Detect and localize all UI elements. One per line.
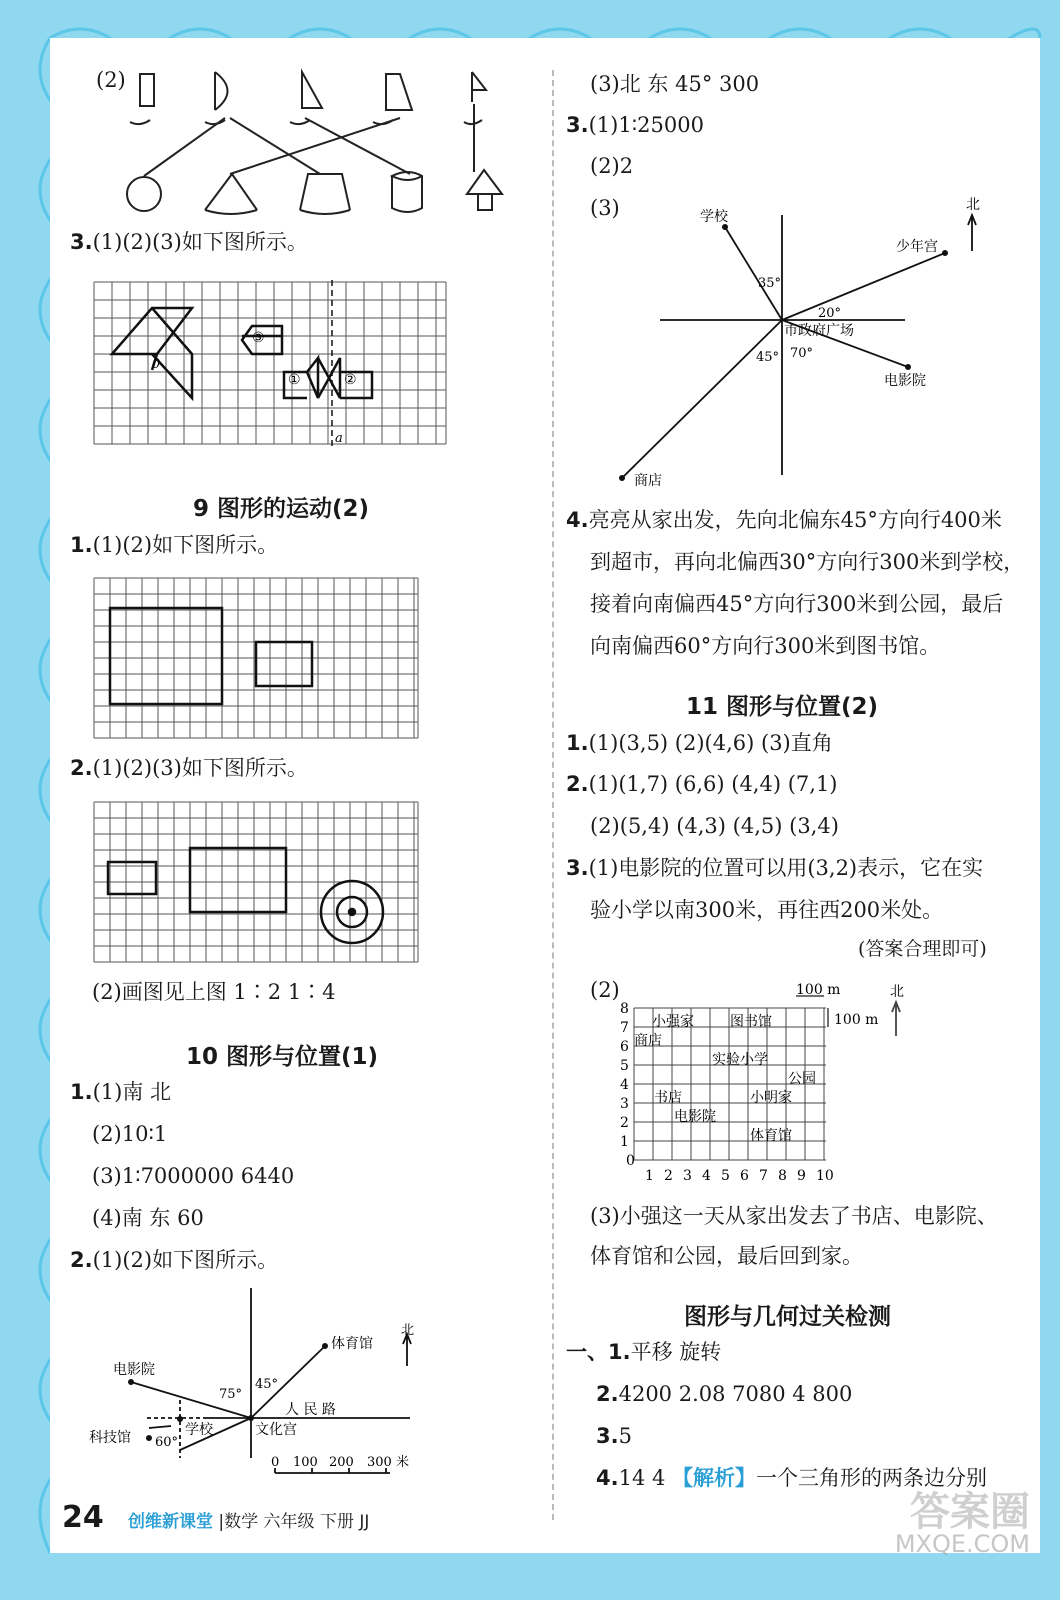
map1-scale0: 0 xyxy=(271,1455,280,1470)
map-figure-2 xyxy=(600,195,1000,495)
s10-q2-text: (1)(2)如下图所示。 xyxy=(92,1248,279,1272)
sec9-title: 9 图形的运动(2) xyxy=(193,496,370,522)
s10-q1-2: (2)10∶1 xyxy=(92,1122,168,1146)
c4-text: 14 4 xyxy=(618,1466,666,1490)
r-q4-line1: 亮亮从家出发，先向北偏东45°方向行400米 xyxy=(588,508,1002,532)
r-q3-3: (3) xyxy=(590,196,620,220)
c4-tag: 【解析】 xyxy=(672,1466,757,1490)
map1-scale300: 300 米 xyxy=(367,1455,409,1470)
map2-a70: 70° xyxy=(790,346,814,361)
c1-num: 一、1. xyxy=(566,1340,631,1364)
map3-shop: 商店 xyxy=(634,1033,662,1049)
map1-school: 学校 xyxy=(185,1422,213,1438)
footer-subject: |数学 六年级 下册 JJ xyxy=(218,1512,370,1532)
l-q3-text: (1)(2)(3)如下图所示。 xyxy=(92,230,308,254)
r-q4-line4: 向南偏西60°方向行300米到图书馆。 xyxy=(590,634,941,658)
map2-shop: 商店 xyxy=(634,473,662,489)
map2-north: 北 xyxy=(966,197,980,213)
s9-q2b: (2)画图见上图 1∶2 1∶4 xyxy=(92,980,336,1004)
solid-matching-figure xyxy=(110,62,510,220)
map3-scale-v: 100 m xyxy=(834,1012,879,1028)
watermark-url: MXQE.COM xyxy=(894,1530,1030,1558)
s11-q3-3a: (3)小强这一天从家出发去了书店、电影院、 xyxy=(590,1204,998,1228)
c4-num: 4. xyxy=(596,1466,619,1490)
map3-y2: 2 xyxy=(620,1115,629,1131)
s9-q1-num: 1. xyxy=(70,533,93,557)
map1-scale100: 100 xyxy=(293,1455,318,1470)
map2-a20: 20° xyxy=(818,306,842,321)
map3-y1: 1 xyxy=(620,1134,629,1150)
map-figure-1 xyxy=(85,1288,425,1493)
map3-x7: 7 xyxy=(759,1168,768,1184)
r-q4-line3: 接着向南偏西45°方向行300米到公园，最后 xyxy=(590,592,1004,616)
r-q4-num: 4. xyxy=(566,508,589,532)
r-q3-1: (1)1∶25000 xyxy=(588,113,704,137)
map1-cinema: 电影院 xyxy=(113,1362,155,1378)
map3-cinema: 电影院 xyxy=(674,1109,716,1125)
s11-q3-2b: (2) xyxy=(590,978,620,1002)
map2-school: 学校 xyxy=(700,209,728,225)
map3-y6: 6 xyxy=(620,1039,629,1055)
sec-check-title: 图形与几何过关检测 xyxy=(684,1304,891,1330)
grid1-label-1: ① xyxy=(288,372,301,388)
c4-rest: 一个三角形的两条边分别 xyxy=(756,1466,988,1490)
grid1-label-3: ③ xyxy=(252,330,265,346)
s9-q1-text: (1)(2)如下图所示。 xyxy=(92,533,279,557)
c1-text: 平移 旋转 xyxy=(630,1340,722,1364)
map3-y4: 4 xyxy=(620,1077,629,1093)
map1-a75: 75° xyxy=(219,1387,243,1402)
s10-q1-num: 1. xyxy=(70,1080,93,1104)
map2-square: 市政府广场 xyxy=(784,323,854,339)
s11-q2-1: (1)(1,7) (6,6) (4,4) (7,1) xyxy=(588,772,838,796)
r-top: (3)北 东 45° 300 xyxy=(590,72,760,96)
map3-y7: 7 xyxy=(620,1020,629,1036)
map3-x10: 10 xyxy=(816,1168,834,1184)
r-q3-2: (2)2 xyxy=(590,154,634,178)
map1-a60: 60° xyxy=(155,1435,179,1450)
map3-xiaoming-home: 小明家 xyxy=(750,1090,792,1106)
column-divider xyxy=(552,70,554,1520)
page-number: 24 xyxy=(62,1500,104,1535)
sec10-title: 10 图形与位置(1) xyxy=(186,1044,379,1070)
grid-figure-1 xyxy=(92,280,452,450)
map3-x8: 8 xyxy=(778,1168,787,1184)
l-q3-num: 3. xyxy=(70,230,93,254)
map1-gym: 体育馆 xyxy=(331,1336,373,1352)
s11-q1-text: (1)(3,5) (2)(4,6) (3)直角 xyxy=(588,731,833,755)
map3-gym: 体育馆 xyxy=(750,1128,792,1144)
s10-q1-3: (3)1∶7000000 6440 xyxy=(92,1164,295,1188)
map1-north: 北 xyxy=(401,1323,415,1338)
map3-scale-h: 100 m xyxy=(796,982,841,998)
map3-x9: 9 xyxy=(797,1168,806,1184)
c2-num: 2. xyxy=(596,1382,619,1406)
c3-num: 3. xyxy=(596,1424,619,1448)
s11-q2-num: 2. xyxy=(566,772,589,796)
map3-x5: 5 xyxy=(721,1168,730,1184)
map2-a45: 45° xyxy=(756,350,780,365)
c2-text: 4200 2.08 7080 4 800 xyxy=(618,1382,853,1406)
grid1-label-o: 0 xyxy=(152,357,161,372)
s11-q3-1: (1)电影院的位置可以用(3,2)表示，它在实 xyxy=(588,856,984,880)
map3-bookstore: 书店 xyxy=(654,1090,682,1106)
map2-cinema: 电影院 xyxy=(884,373,926,389)
footer-brand: 创维新课堂 xyxy=(128,1512,213,1532)
s11-q3-note: (答案合理即可) xyxy=(858,938,987,960)
map3-xiaoqiang-home: 小强家 xyxy=(652,1014,694,1030)
s11-q3-3b: 体育馆和公园，最后回到家。 xyxy=(590,1244,863,1268)
map3-park: 公园 xyxy=(788,1071,816,1087)
map1-culture: 文化宫 xyxy=(255,1422,297,1438)
s9-q2-text: (1)(2)(3)如下图所示。 xyxy=(92,756,308,780)
grid-figure-3 xyxy=(92,800,422,966)
coordinate-map-figure xyxy=(612,982,922,1192)
map1-road: 人 民 路 xyxy=(285,1402,336,1418)
s9-q2-num: 2. xyxy=(70,756,93,780)
map1-scale200: 200 xyxy=(329,1455,354,1470)
sec11-title: 11 图形与位置(2) xyxy=(686,694,879,720)
s10-q2-num: 2. xyxy=(70,1248,93,1272)
map1-a45: 45° xyxy=(255,1377,279,1392)
s11-q3-2: 验小学以南300米，再往西200米处。 xyxy=(590,898,944,922)
map3-x6: 6 xyxy=(740,1168,749,1184)
map3-x3: 3 xyxy=(683,1168,692,1184)
map3-x2: 2 xyxy=(664,1168,673,1184)
map1-tech: 科技馆 xyxy=(89,1430,131,1446)
map3-y8: 8 xyxy=(620,1001,629,1017)
map3-library: 图书馆 xyxy=(730,1014,772,1030)
grid1-label-2: ② xyxy=(344,372,357,388)
s11-q3-num: 3. xyxy=(566,856,589,880)
map3-school: 实验小学 xyxy=(712,1052,768,1068)
map2-palace: 少年宫 xyxy=(896,239,938,255)
grid-figure-2 xyxy=(92,576,422,742)
s10-q1-4: (4)南 东 60 xyxy=(92,1206,204,1230)
s10-q1-1: (1)南 北 xyxy=(92,1080,172,1104)
s11-q2-2: (2)(5,4) (4,3) (4,5) (3,4) xyxy=(590,814,839,838)
map3-x4: 4 xyxy=(702,1168,711,1184)
map3-north: 北 xyxy=(890,984,904,1000)
grid1-label-a: a xyxy=(335,431,343,446)
r-q4-line2: 到超市，再向北偏西30°方向行300米到学校， xyxy=(590,550,1025,574)
map3-x1: 1 xyxy=(645,1168,654,1184)
map3-x0: 0 xyxy=(626,1153,635,1169)
map3-y3: 3 xyxy=(620,1096,629,1112)
watermark-cn: 答案圈 xyxy=(910,1489,1030,1535)
c3-text: 5 xyxy=(618,1424,632,1448)
l-q2: (2) xyxy=(96,68,126,92)
r-q3-num: 3. xyxy=(566,113,589,137)
map2-a35: 35° xyxy=(758,276,782,291)
map3-y5: 5 xyxy=(620,1058,629,1074)
s11-q1-num: 1. xyxy=(566,731,589,755)
